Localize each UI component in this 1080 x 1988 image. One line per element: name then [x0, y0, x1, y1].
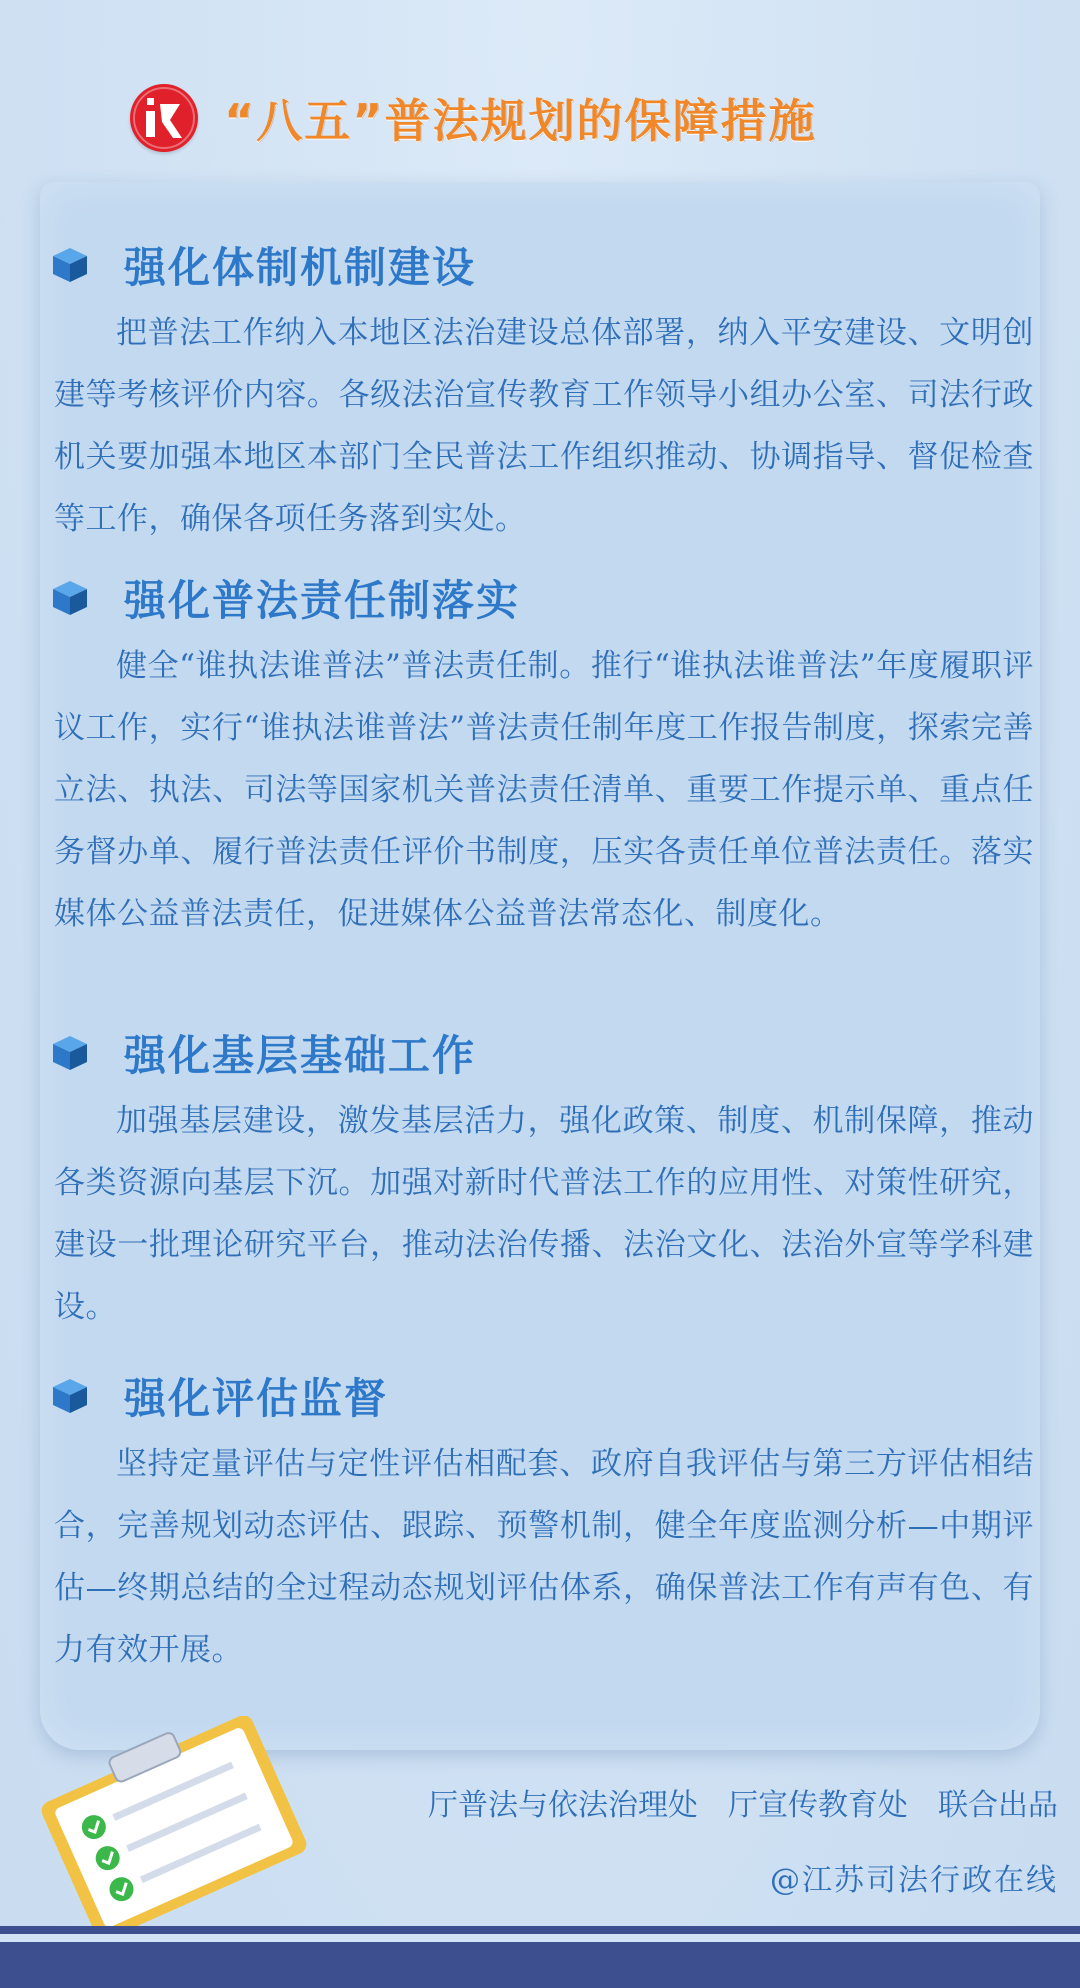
section-title: 强化普法责任制落实 [124, 576, 521, 625]
credit-dept-1: 厅普法与依法治理处 [428, 1788, 698, 1823]
header [130, 78, 816, 158]
section-title: 强化基层基础工作 [124, 1031, 477, 1080]
section-body: 加强基层建设，激发基层活力，强化政策、制度、机制保障，推动各类资源向基层下沉。加强对新时代普法工作的应用性、对策性研究，建设一批理论研究平台，推动法治传播、法治文化、法治外宣等学科建设。 [54, 1103, 1034, 1325]
credits [428, 1780, 1058, 1824]
footer-bar-gap [0, 1934, 1080, 1942]
cube-icon [50, 578, 90, 618]
section-title: 强化评估监督 [124, 1374, 389, 1423]
section-title: 强化体制机制建设 [124, 243, 477, 292]
section-header [50, 567, 1030, 629]
section-1 [50, 234, 1034, 550]
section-header [50, 1365, 1030, 1427]
content-card [40, 182, 1040, 1750]
footer-bar-thick [0, 1942, 1080, 1988]
section-3 [50, 1022, 1034, 1338]
cube-icon [50, 245, 90, 285]
credit-joint: 联合出品 [938, 1788, 1058, 1823]
section-header [50, 1022, 1030, 1084]
cube-icon [50, 1033, 90, 1073]
section-body: 把普法工作纳入本地区法治建设总体部署，纳入平安建设、文明创建等考核评价内容。各级法治宣传教育工作领导小组办公室、司法行政机关要加强本地区本部门全民普法工作组织推动、协调指导、督促检查等工作，确保各项任务落到实处。 [54, 315, 1034, 537]
section-4 [50, 1365, 1034, 1681]
credit-dept-2: 厅宣传教育处 [728, 1788, 908, 1823]
cube-icon [50, 1376, 90, 1416]
section-body: 坚持定量评估与定性评估相配套、政府自我评估与第三方评估相结合，完善规划动态评估、跟踪、预警机制，健全年度监测分析—中期评估—终期总结的全过程动态规划评估体系，确保普法工作有声有色、有力有效开展。 [54, 1446, 1034, 1668]
section-header [50, 234, 1030, 296]
clipboard-icon [0, 1716, 340, 1926]
logo-icon [130, 84, 198, 152]
source-account: @江苏司法行政在线 [770, 1863, 1058, 1898]
page-title: “八五”普法规划的保障措施 [224, 94, 817, 148]
section-2 [50, 567, 1034, 945]
footer-bar-thin [0, 1926, 1080, 1934]
section-body: 健全“谁执法谁普法”普法责任制。推行“谁执法谁普法”年度履职评议工作，实行“谁执法谁普法”普法责任制年度工作报告制度，探索完善立法、执法、司法等国家机关普法责任清单、重要工作提示单、重点任务督办单、履行普法责任评价书制度，压实各责任单位普法责任。落实媒体公益普法责任，促进媒体公益普法常态化、制度化。 [54, 648, 1034, 932]
